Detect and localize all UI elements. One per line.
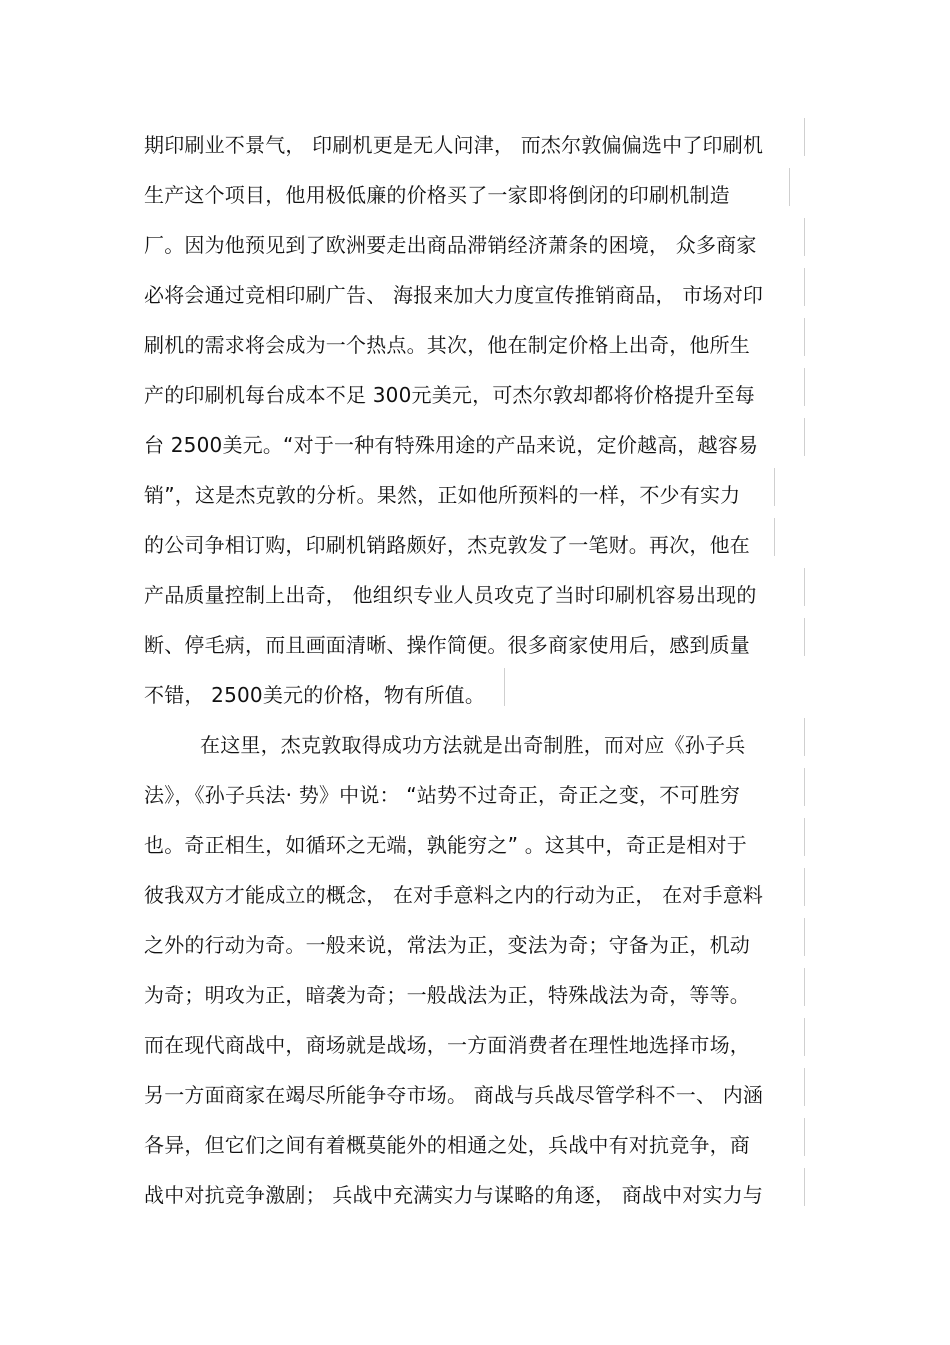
table-rule bbox=[804, 1018, 805, 1056]
text-line bbox=[144, 1080, 763, 1130]
text-line bbox=[144, 430, 758, 480]
table-rule bbox=[804, 118, 805, 156]
table-rule bbox=[804, 1068, 805, 1106]
line-text: 在这里，杰克敦取得成功方法就是出奇制胜，而对应《孙子兵 bbox=[200, 733, 746, 757]
text-line bbox=[144, 980, 750, 1030]
table-rule bbox=[804, 918, 805, 956]
line-text: 断、停毛病，而且画面清晰、操作简便。很多商家使用后，感到质量 bbox=[144, 633, 750, 657]
line-text: 刷机的需求将会成为一个热点。其次，他在制定价格上出奇，他所生 bbox=[144, 333, 750, 357]
table-rule bbox=[804, 318, 805, 356]
text-line bbox=[144, 130, 763, 180]
text-line bbox=[144, 280, 763, 330]
table-rule bbox=[804, 818, 805, 856]
text-line bbox=[144, 330, 750, 380]
text-line bbox=[144, 580, 757, 630]
table-rule bbox=[804, 968, 805, 1006]
line-text: 法》，《孙子兵法· 势》中说： “站势不过奇正，奇正之变，不可胜穷 bbox=[144, 783, 741, 807]
text-line bbox=[144, 930, 750, 980]
text-line bbox=[144, 380, 755, 430]
text-line bbox=[144, 180, 730, 230]
text-line bbox=[144, 780, 740, 830]
text-line bbox=[144, 630, 750, 680]
line-text: 战中对抗竞争激剧； 兵战中充满实力与谋略的角逐， 商战中对实力与 bbox=[144, 1183, 764, 1207]
text-line bbox=[144, 830, 747, 880]
line-text: 期印刷业不景气， 印刷机更是无人问津， 而杰尔敦偏偏选中了印刷机 bbox=[144, 133, 764, 157]
line-text: 产的印刷机每台成本不足 300元美元，可杰尔敦却都将价格提升至每 bbox=[144, 383, 755, 407]
table-rule bbox=[804, 368, 805, 406]
text-line bbox=[144, 480, 740, 530]
text-line bbox=[144, 530, 750, 580]
table-rule bbox=[774, 518, 775, 556]
line-text: 之外的行动为奇。一般来说，常法为正，变法为奇；守备为正，机动 bbox=[144, 933, 750, 957]
line-text: 而在现代商战中，商场就是战场，一方面消费者在理性地选择市场， bbox=[144, 1033, 750, 1057]
text-line bbox=[144, 230, 757, 280]
table-rule bbox=[804, 268, 805, 306]
line-text: 为奇；明攻为正，暗袭为奇；一般战法为正，特殊战法为奇，等等。 bbox=[144, 983, 750, 1007]
line-text: 不错， 2500美元的价格，物有所值。 bbox=[144, 683, 486, 707]
text-line bbox=[144, 880, 763, 930]
text-line bbox=[144, 680, 485, 730]
table-rule bbox=[804, 1118, 805, 1156]
line-text: 彼我双方才能成立的概念， 在对手意料之内的行动为正， 在对手意料 bbox=[144, 883, 764, 907]
line-text: 必将会通过竞相印刷广告、 海报来加大力度宣传推销商品， 市场对印 bbox=[144, 283, 764, 307]
text-line bbox=[144, 1180, 763, 1230]
paragraph-first-line bbox=[200, 730, 745, 780]
line-text: 厂。因为他预见到了欧洲要走出商品滞销经济萧条的困境， 众多商家 bbox=[144, 233, 757, 257]
table-rule bbox=[804, 568, 805, 606]
table-rule bbox=[804, 418, 805, 456]
table-rule bbox=[774, 468, 775, 506]
line-text: 的公司争相订购，印刷机销路颇好，杰克敦发了一笔财。再次，他在 bbox=[144, 533, 750, 557]
line-text: 产品质量控制上出奇， 他组织专业人员攻克了当时印刷机容易出现的 bbox=[144, 583, 757, 607]
line-text: 各异，但它们之间有着概莫能外的相通之处，兵战中有对抗竞争，商 bbox=[144, 1133, 750, 1157]
table-rule bbox=[504, 668, 505, 706]
text-line bbox=[144, 1030, 750, 1080]
table-rule bbox=[804, 218, 805, 256]
table-rule bbox=[804, 1168, 805, 1206]
table-rule bbox=[804, 718, 805, 756]
line-text: 另一方面商家在竭尽所能争夺市场。 商战与兵战尽管学科不一、 内涵 bbox=[144, 1083, 764, 1107]
table-rule bbox=[789, 168, 790, 206]
line-text: 台 2500美元。“对于一种有特殊用途的产品来说，定价越高，越容易 bbox=[144, 433, 759, 457]
line-text: 生产这个项目，他用极低廉的价格买了一家即将倒闭的印刷机制造 bbox=[144, 183, 730, 207]
line-text: 销”，这是杰克敦的分析。果然，正如他所预料的一样，不少有实力 bbox=[144, 483, 741, 507]
table-rule bbox=[804, 768, 805, 806]
table-rule bbox=[804, 618, 805, 656]
table-rule bbox=[804, 868, 805, 906]
text-line bbox=[144, 1130, 750, 1180]
line-text: 也。奇正相生，如循环之无端，孰能穷之” 。这其中，奇正是相对于 bbox=[144, 833, 747, 857]
